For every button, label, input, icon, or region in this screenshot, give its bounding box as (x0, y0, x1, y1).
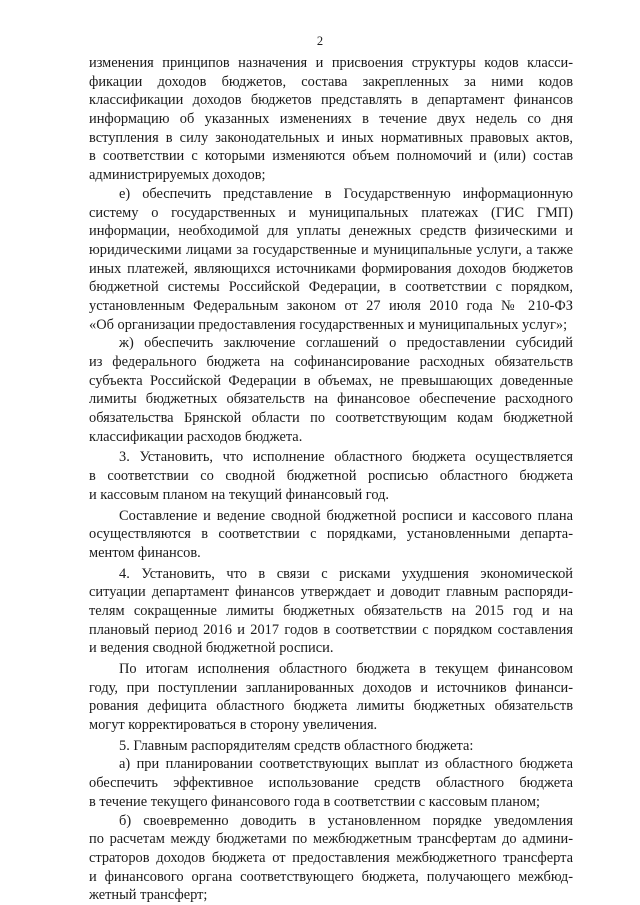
text-line: и ведения сводной бюджетной росписи. (89, 640, 334, 657)
paragraph (89, 660, 573, 735)
text-line: жетный трансферт; (89, 887, 208, 904)
text-line: классификации расходов бюджета. (89, 428, 303, 445)
text-line: и финансового органа соответствующего бюджета, получающего межбюд- (89, 868, 573, 885)
text-line: классификации доходов бюджетов представлять в департамент финансов (89, 92, 573, 109)
text-line: бюджетной системы Российской Федерации, в соответствии с порядком, (89, 279, 573, 296)
paragraph (89, 737, 573, 756)
text-line: телям сокращенные лимиты бюджетных обязательств на 2015 год и на (89, 602, 573, 619)
text-line: могут корректироваться в сторону увеличения. (89, 717, 378, 734)
text-line: рования дефицита областного бюджета лимиты бюджетных обязательств (89, 698, 573, 715)
text-line: плановый период 2016 и 2017 годов в соответствии с порядком составления (89, 621, 573, 638)
paragraph (89, 185, 573, 335)
page-number: 2 (316, 34, 324, 48)
text-line: изменения принципов назначения и присвоения структуры кодов класси- (89, 55, 573, 71)
text-line: ментом финансов. (89, 544, 201, 561)
text-line: году, при поступлении запланированных доходов и источников финанси- (89, 679, 573, 696)
text-line: Составление и ведение сводной бюджетной росписи и кассового плана (119, 507, 573, 524)
text-line: администрируемых доходов; (89, 167, 266, 184)
text-line: е) обеспечить представление в Государственную информационную (119, 185, 573, 202)
text-line: и кассовым планом на текущий финансовый год. (89, 486, 390, 503)
text-line: установленным Федеральным законом от 27 июля 2010 года № 210-ФЗ (89, 297, 573, 314)
text-line: фикации доходов бюджетов, состава закрепленных за ними кодов (89, 73, 573, 90)
text-line: 3. Установить, что исполнение областного бюджета осуществляется (119, 449, 573, 466)
text-line: информацию об указанных изменениях в течение двух недель со дня (89, 111, 573, 128)
text-line: 4. Установить, что в связи с рисками ухудшения экономической (119, 565, 573, 582)
paragraph (89, 334, 573, 446)
paragraph (89, 448, 573, 504)
text-line: страторов доходов бюджета от предоставления межбюджетного трансферта (89, 849, 573, 866)
document-body (89, 54, 573, 905)
paragraph (89, 565, 573, 658)
text-line: юридическими лицами за государственные и муниципальные услуги, а также (89, 241, 573, 258)
text-line: из федерального бюджета на софинансирование расходных обязательств (89, 354, 573, 370)
paragraph (89, 507, 573, 563)
text-line: лимиты бюджетных обязательств на финансовое обеспечение расходного (89, 391, 573, 408)
text-line: ситуации департамент финансов утверждает и доводит главным распоряди- (89, 584, 573, 601)
text-line: систему о государственных и муниципальных платежах (ГИС ГМП) (89, 204, 573, 221)
text-line: иных платежей, являющихся источниками формирования доходов бюджетов (89, 260, 573, 277)
text-line: ж) обеспечить заключение соглашений о предоставлении субсидий (119, 335, 573, 352)
text-line: в течение текущего финансового года в соответствии с кассовым планом; (89, 793, 541, 810)
text-line: обеспечить эффективное использование средств областного бюджета (89, 775, 573, 792)
text-line: информации, необходимой для уплаты денежных средств физическими и (89, 223, 573, 240)
text-line: По итогам исполнения областного бюджета в текущем финансовом (119, 661, 573, 677)
text-line: обязательства Брянской области по соответствующим кодам бюджетной (89, 410, 573, 427)
text-line: вступления в силу законодательных и иных нормативных правовых актов, (89, 129, 573, 146)
text-line: осуществляются в соответствии с порядками, установленными департа- (89, 526, 573, 543)
text-line: «Об организации предоставления государственных и муниципальных услуг»; (89, 316, 568, 333)
text-line: в соответствии с которыми изменяются объем полномочий и (или) состав (89, 148, 573, 165)
text-line: б) своевременно доводить в установленном порядке уведомления (119, 812, 573, 829)
text-line: в соответствии со сводной бюджетной росписью областного бюджета (89, 468, 573, 485)
text-line: 5. Главным распорядителям средств областного бюджета: (119, 737, 474, 754)
text-line: субъекта Российской Федерации в объемах, не превышающих доведенные (89, 372, 573, 389)
paragraph (89, 54, 573, 185)
text-line: по расчетам между бюджетами по межбюджетным трансфертам до админи- (89, 831, 573, 848)
paragraph (89, 755, 573, 811)
paragraph (89, 812, 573, 905)
text-line: а) при планировании соответствующих выплат из областного бюджета (119, 756, 573, 773)
